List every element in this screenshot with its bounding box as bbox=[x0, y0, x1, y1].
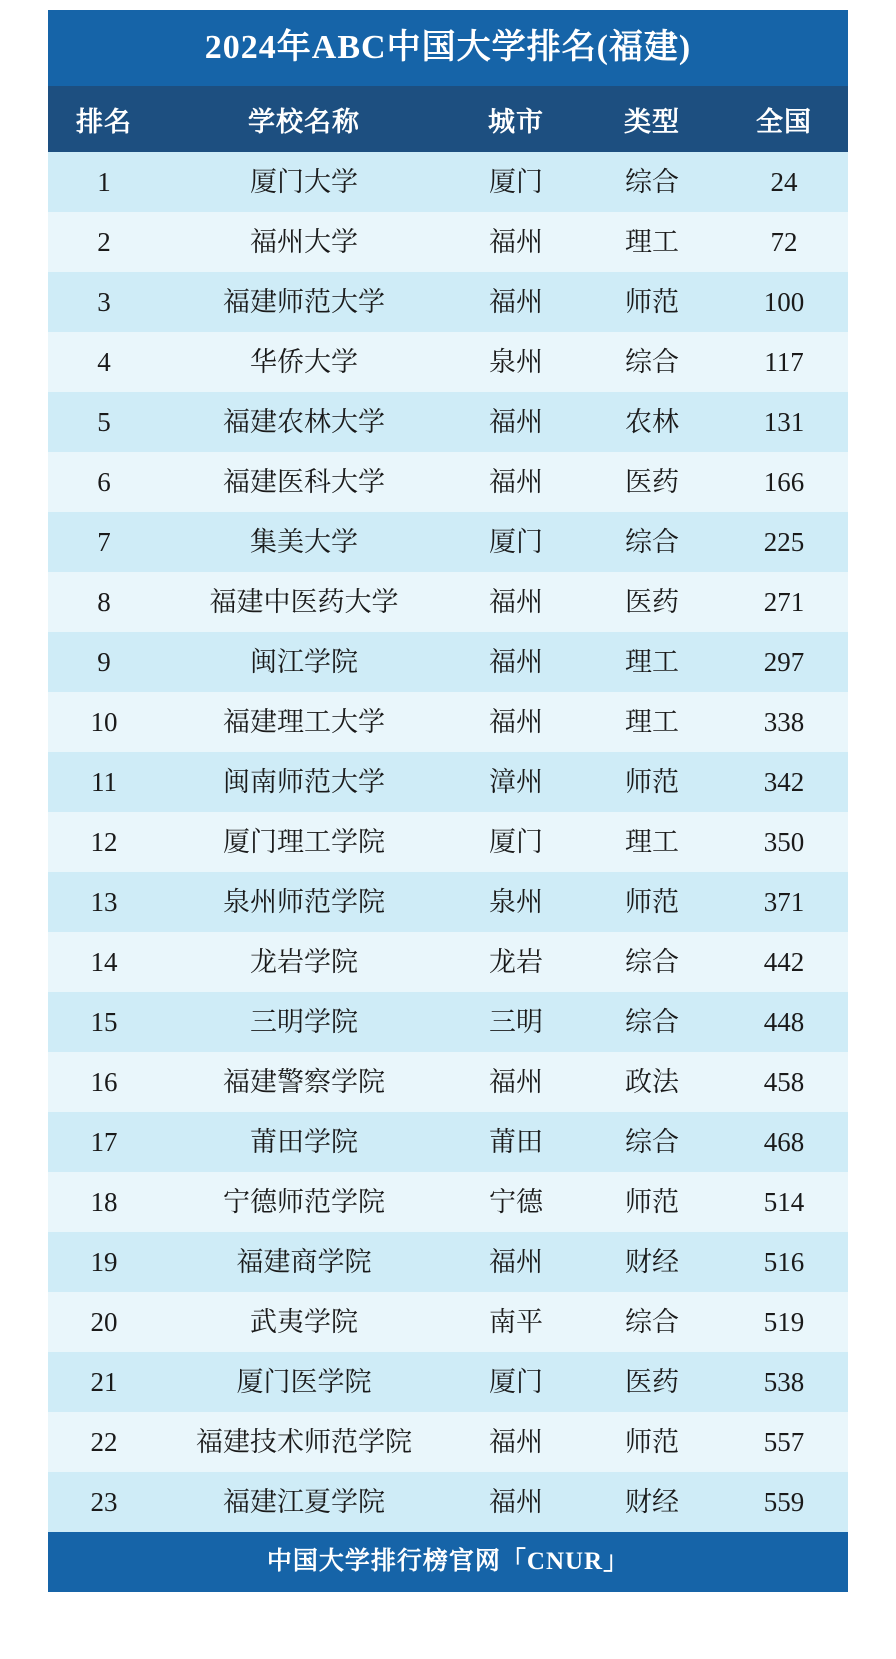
cell-rank: 1 bbox=[48, 152, 160, 212]
cell-rank: 6 bbox=[48, 452, 160, 512]
cell-school-name: 福建江夏学院 bbox=[160, 1472, 448, 1532]
cell-type: 财经 bbox=[584, 1472, 720, 1532]
cell-school-name: 福州大学 bbox=[160, 212, 448, 272]
cell-national-rank: 297 bbox=[720, 632, 848, 692]
cell-type: 理工 bbox=[584, 812, 720, 872]
table-row bbox=[48, 1472, 848, 1532]
cell-rank: 10 bbox=[48, 692, 160, 752]
table-row bbox=[48, 752, 848, 812]
cell-type: 农林 bbox=[584, 392, 720, 452]
cell-national-rank: 225 bbox=[720, 512, 848, 572]
cell-type: 医药 bbox=[584, 1352, 720, 1412]
cell-national-rank: 442 bbox=[720, 932, 848, 992]
cell-school-name: 宁德师范学院 bbox=[160, 1172, 448, 1232]
ranking-table bbox=[48, 86, 848, 1532]
cell-national-rank: 538 bbox=[720, 1352, 848, 1412]
cell-rank: 16 bbox=[48, 1052, 160, 1112]
cell-city: 福州 bbox=[448, 632, 584, 692]
cell-school-name: 三明学院 bbox=[160, 992, 448, 1052]
cell-national-rank: 516 bbox=[720, 1232, 848, 1292]
cell-rank: 4 bbox=[48, 332, 160, 392]
cell-national-rank: 24 bbox=[720, 152, 848, 212]
cell-national-rank: 131 bbox=[720, 392, 848, 452]
cell-rank: 8 bbox=[48, 572, 160, 632]
table-row bbox=[48, 1352, 848, 1412]
cell-school-name: 莆田学院 bbox=[160, 1112, 448, 1172]
cell-rank: 3 bbox=[48, 272, 160, 332]
table-row bbox=[48, 1412, 848, 1472]
cell-national-rank: 468 bbox=[720, 1112, 848, 1172]
cell-city: 福州 bbox=[448, 692, 584, 752]
table-row bbox=[48, 272, 848, 332]
cell-rank: 23 bbox=[48, 1472, 160, 1532]
cell-national-rank: 514 bbox=[720, 1172, 848, 1232]
cell-national-rank: 117 bbox=[720, 332, 848, 392]
cell-school-name: 集美大学 bbox=[160, 512, 448, 572]
table-row bbox=[48, 812, 848, 872]
cell-city: 福州 bbox=[448, 1472, 584, 1532]
cell-type: 综合 bbox=[584, 1112, 720, 1172]
cell-type: 师范 bbox=[584, 872, 720, 932]
cell-rank: 14 bbox=[48, 932, 160, 992]
cell-national-rank: 519 bbox=[720, 1292, 848, 1352]
cell-school-name: 厦门理工学院 bbox=[160, 812, 448, 872]
cell-national-rank: 166 bbox=[720, 452, 848, 512]
cell-city: 三明 bbox=[448, 992, 584, 1052]
cell-city: 福州 bbox=[448, 212, 584, 272]
table-row bbox=[48, 572, 848, 632]
cell-type: 师范 bbox=[584, 752, 720, 812]
cell-type: 综合 bbox=[584, 152, 720, 212]
cell-rank: 18 bbox=[48, 1172, 160, 1232]
table-row bbox=[48, 992, 848, 1052]
column-header-national: 全国 bbox=[720, 86, 848, 152]
table-row bbox=[48, 1112, 848, 1172]
cell-city: 厦门 bbox=[448, 152, 584, 212]
cell-city: 漳州 bbox=[448, 752, 584, 812]
cell-national-rank: 338 bbox=[720, 692, 848, 752]
cell-school-name: 武夷学院 bbox=[160, 1292, 448, 1352]
cell-type: 综合 bbox=[584, 992, 720, 1052]
table-row bbox=[48, 152, 848, 212]
table-row bbox=[48, 692, 848, 752]
cell-school-name: 福建医科大学 bbox=[160, 452, 448, 512]
table-row bbox=[48, 452, 848, 512]
cell-school-name: 福建技术师范学院 bbox=[160, 1412, 448, 1472]
cell-type: 理工 bbox=[584, 692, 720, 752]
table-row bbox=[48, 872, 848, 932]
cell-school-name: 华侨大学 bbox=[160, 332, 448, 392]
cell-rank: 2 bbox=[48, 212, 160, 272]
cell-city: 福州 bbox=[448, 452, 584, 512]
column-header-type: 类型 bbox=[584, 86, 720, 152]
cell-school-name: 厦门医学院 bbox=[160, 1352, 448, 1412]
cell-city: 南平 bbox=[448, 1292, 584, 1352]
cell-rank: 11 bbox=[48, 752, 160, 812]
cell-rank: 12 bbox=[48, 812, 160, 872]
cell-type: 政法 bbox=[584, 1052, 720, 1112]
cell-school-name: 泉州师范学院 bbox=[160, 872, 448, 932]
cell-national-rank: 458 bbox=[720, 1052, 848, 1112]
cell-school-name: 龙岩学院 bbox=[160, 932, 448, 992]
cell-city: 福州 bbox=[448, 1412, 584, 1472]
cell-school-name: 厦门大学 bbox=[160, 152, 448, 212]
cell-rank: 9 bbox=[48, 632, 160, 692]
table-row bbox=[48, 392, 848, 452]
cell-type: 师范 bbox=[584, 1172, 720, 1232]
cell-school-name: 闽江学院 bbox=[160, 632, 448, 692]
cell-type: 理工 bbox=[584, 632, 720, 692]
table-body bbox=[48, 152, 848, 1532]
cell-national-rank: 559 bbox=[720, 1472, 848, 1532]
cell-type: 财经 bbox=[584, 1232, 720, 1292]
cell-rank: 15 bbox=[48, 992, 160, 1052]
cell-type: 综合 bbox=[584, 512, 720, 572]
cell-rank: 7 bbox=[48, 512, 160, 572]
cell-type: 综合 bbox=[584, 1292, 720, 1352]
cell-rank: 13 bbox=[48, 872, 160, 932]
cell-type: 理工 bbox=[584, 212, 720, 272]
table-header-row bbox=[48, 86, 848, 152]
cell-city: 福州 bbox=[448, 392, 584, 452]
cell-national-rank: 100 bbox=[720, 272, 848, 332]
cell-city: 厦门 bbox=[448, 812, 584, 872]
cell-type: 医药 bbox=[584, 572, 720, 632]
cell-school-name: 闽南师范大学 bbox=[160, 752, 448, 812]
cell-city: 宁德 bbox=[448, 1172, 584, 1232]
cell-rank: 17 bbox=[48, 1112, 160, 1172]
cell-national-rank: 72 bbox=[720, 212, 848, 272]
cell-city: 厦门 bbox=[448, 1352, 584, 1412]
cell-type: 医药 bbox=[584, 452, 720, 512]
table-row bbox=[48, 932, 848, 992]
table-row bbox=[48, 332, 848, 392]
cell-national-rank: 350 bbox=[720, 812, 848, 872]
cell-rank: 20 bbox=[48, 1292, 160, 1352]
cell-city: 莆田 bbox=[448, 1112, 584, 1172]
cell-city: 厦门 bbox=[448, 512, 584, 572]
cell-national-rank: 371 bbox=[720, 872, 848, 932]
cell-national-rank: 557 bbox=[720, 1412, 848, 1472]
table-row bbox=[48, 212, 848, 272]
table-header bbox=[48, 86, 848, 152]
column-header-city: 城市 bbox=[448, 86, 584, 152]
cell-rank: 21 bbox=[48, 1352, 160, 1412]
cell-school-name: 福建师范大学 bbox=[160, 272, 448, 332]
table-row bbox=[48, 632, 848, 692]
cell-national-rank: 342 bbox=[720, 752, 848, 812]
cell-national-rank: 448 bbox=[720, 992, 848, 1052]
cell-school-name: 福建商学院 bbox=[160, 1232, 448, 1292]
cell-type: 师范 bbox=[584, 272, 720, 332]
column-header-name: 学校名称 bbox=[160, 86, 448, 152]
page-title: 2024年ABC中国大学排名(福建) bbox=[48, 10, 848, 86]
table-row bbox=[48, 1232, 848, 1292]
cell-city: 龙岩 bbox=[448, 932, 584, 992]
cell-school-name: 福建中医药大学 bbox=[160, 572, 448, 632]
footer-bar: 中国大学排行榜官网「CNUR」 bbox=[48, 1532, 848, 1592]
cell-rank: 19 bbox=[48, 1232, 160, 1292]
cell-rank: 22 bbox=[48, 1412, 160, 1472]
cell-city: 泉州 bbox=[448, 332, 584, 392]
cell-type: 综合 bbox=[584, 332, 720, 392]
cell-school-name: 福建理工大学 bbox=[160, 692, 448, 752]
cell-national-rank: 271 bbox=[720, 572, 848, 632]
cell-rank: 5 bbox=[48, 392, 160, 452]
cell-city: 福州 bbox=[448, 272, 584, 332]
table-row bbox=[48, 1052, 848, 1112]
cell-type: 综合 bbox=[584, 932, 720, 992]
cell-school-name: 福建警察学院 bbox=[160, 1052, 448, 1112]
cell-city: 泉州 bbox=[448, 872, 584, 932]
cell-type: 师范 bbox=[584, 1412, 720, 1472]
column-header-rank: 排名 bbox=[48, 86, 160, 152]
ranking-table-container bbox=[48, 10, 848, 1592]
cell-school-name: 福建农林大学 bbox=[160, 392, 448, 452]
table-row bbox=[48, 1172, 848, 1232]
table-row bbox=[48, 512, 848, 572]
cell-city: 福州 bbox=[448, 1052, 584, 1112]
cell-city: 福州 bbox=[448, 1232, 584, 1292]
table-row bbox=[48, 1292, 848, 1352]
cell-city: 福州 bbox=[448, 572, 584, 632]
